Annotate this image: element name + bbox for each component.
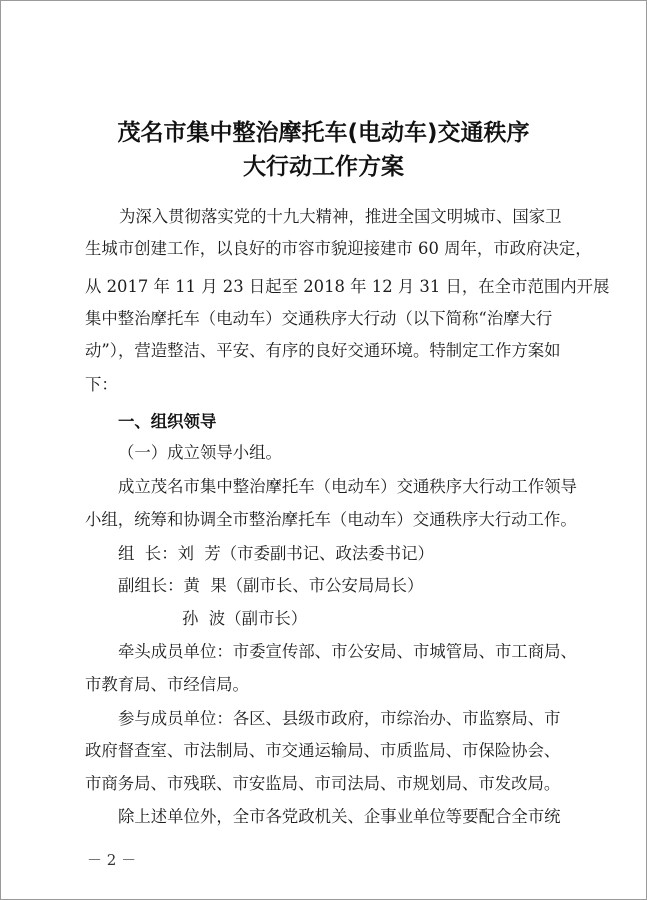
other-units-line: 除上述单位外，全市各党政机关、企事业单位等要配合全市统 xyxy=(118,807,561,826)
intro-line-2: 生城市创建工作，以良好的市容市貌迎接建市 60 周年，市政府决定， xyxy=(85,239,592,258)
document-title-line-2: 大行动工作方案 xyxy=(243,154,404,180)
lead-units-line-1: 牵头成员单位：市委宣传部、市公安局、市城管局、市工商局、 xyxy=(118,642,577,661)
intro-line-1: 为深入贯彻落实党的十九大精神，推进全国文明城市、国家卫 xyxy=(119,207,562,226)
lead-units-line-2: 市教育局、市经信局。 xyxy=(85,675,249,694)
group-desc-line-2: 小组，统筹和协调全市整治摩托车（电动车）交通秩序大行动工作。 xyxy=(85,510,577,529)
page-number: － 2 － xyxy=(87,851,137,869)
intro-line-3: 从 2017 年 11 月 23 日起至 2018 年 12 月 31 日，在全市范围内开展 xyxy=(85,277,610,296)
leader-line: 组 长：刘 芳（市委副书记、政法委书记） xyxy=(118,544,434,563)
intro-line-5: 动”），营造整洁、平安、有序的良好交通环境。特制定工作方案如 xyxy=(85,341,561,360)
section-heading-organization: 一、组织领导 xyxy=(118,412,217,431)
intro-line-6: 下： xyxy=(85,375,118,394)
subsection-leading-group: （一）成立领导小组。 xyxy=(118,443,282,462)
deputy-leader-line-2: 孙 波（副市长） xyxy=(182,609,308,628)
document-title-line-1: 茂名市集中整治摩托车(电动车)交通秩序 xyxy=(117,120,530,146)
member-units-line-1: 参与成员单位：各区、县级市政府，市综治办、市监察局、市 xyxy=(118,709,561,728)
intro-line-4: 集中整治摩托车（电动车）交通秩序大行动（以下简称“治摩大行 xyxy=(85,309,553,328)
deputy-leader-line-1: 副组长：黄 果（副市长、市公安局局长） xyxy=(118,576,424,595)
member-units-line-3: 市商务局、市残联、市安监局、市司法局、市规划局、市发改局。 xyxy=(85,774,561,793)
group-desc-line-1: 成立茂名市集中整治摩托车（电动车）交通秩序大行动工作领导 xyxy=(118,477,577,496)
member-units-line-2: 政府督查室、市法制局、市交通运输局、市质监局、市保险协会、 xyxy=(85,741,561,760)
